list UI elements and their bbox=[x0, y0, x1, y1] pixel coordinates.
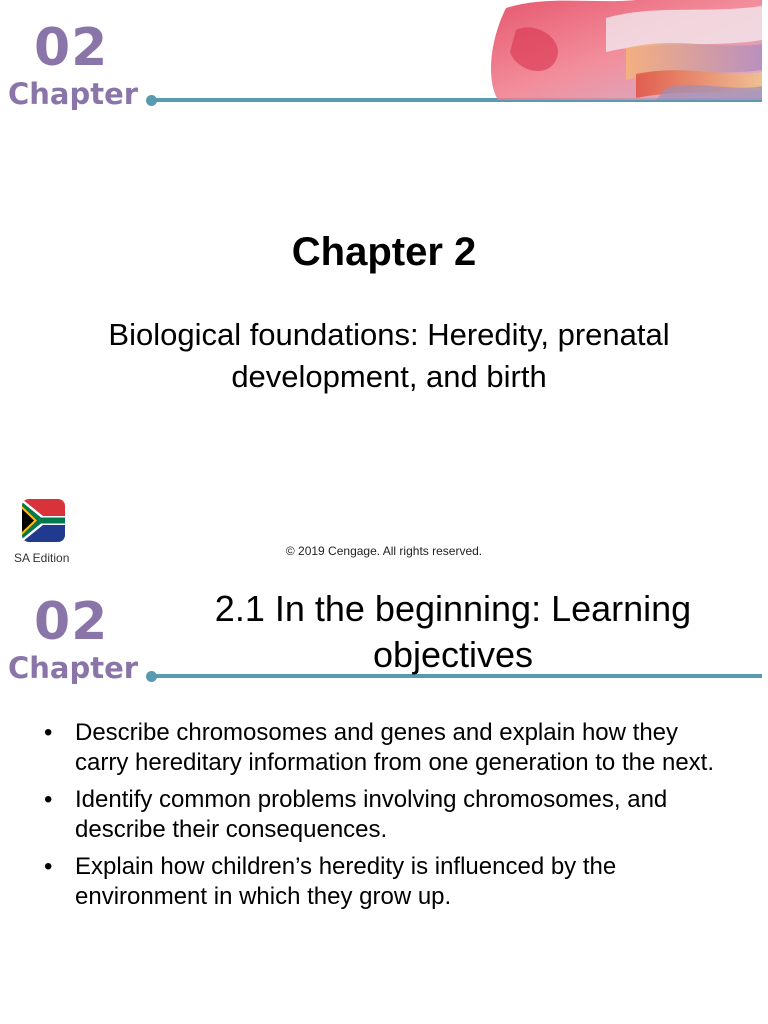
bullet-icon: • bbox=[44, 786, 53, 813]
chapter-number: 02 bbox=[34, 18, 109, 78]
section-title: 2.1 In the beginning: Learning objectives bbox=[214, 588, 692, 675]
objectives-slide bbox=[0, 576, 768, 1024]
slide-title: Chapter 2 bbox=[291, 230, 477, 274]
bullet-icon: • bbox=[44, 853, 53, 880]
objective-text: Explain how children’s heredity is influenced by the environment in which they grow up. bbox=[75, 853, 617, 910]
edition-label: SA Edition bbox=[14, 551, 70, 565]
watercolor-decoration bbox=[486, 0, 762, 100]
objectives-list bbox=[44, 718, 734, 919]
objective-text: Identify common problems involving chromosomes, and describe their consequences. bbox=[75, 786, 668, 843]
list-item bbox=[44, 852, 734, 912]
list-item bbox=[44, 718, 734, 778]
chapter-label: Chapter bbox=[8, 651, 139, 685]
south-africa-flag-icon bbox=[22, 499, 65, 542]
slide-subtitle: Biological foundations: Heredity, prenatal development, and birth bbox=[108, 317, 670, 394]
chapter-number: 02 bbox=[34, 592, 109, 652]
bullet-icon: • bbox=[44, 719, 53, 746]
chapter-label: Chapter bbox=[8, 77, 139, 111]
list-item bbox=[44, 785, 734, 845]
copyright-notice: © 2019 Cengage. All rights reserved. bbox=[285, 544, 483, 558]
objective-text: Describe chromosomes and genes and explain how they carry hereditary information from one generation to the next. bbox=[75, 719, 714, 776]
